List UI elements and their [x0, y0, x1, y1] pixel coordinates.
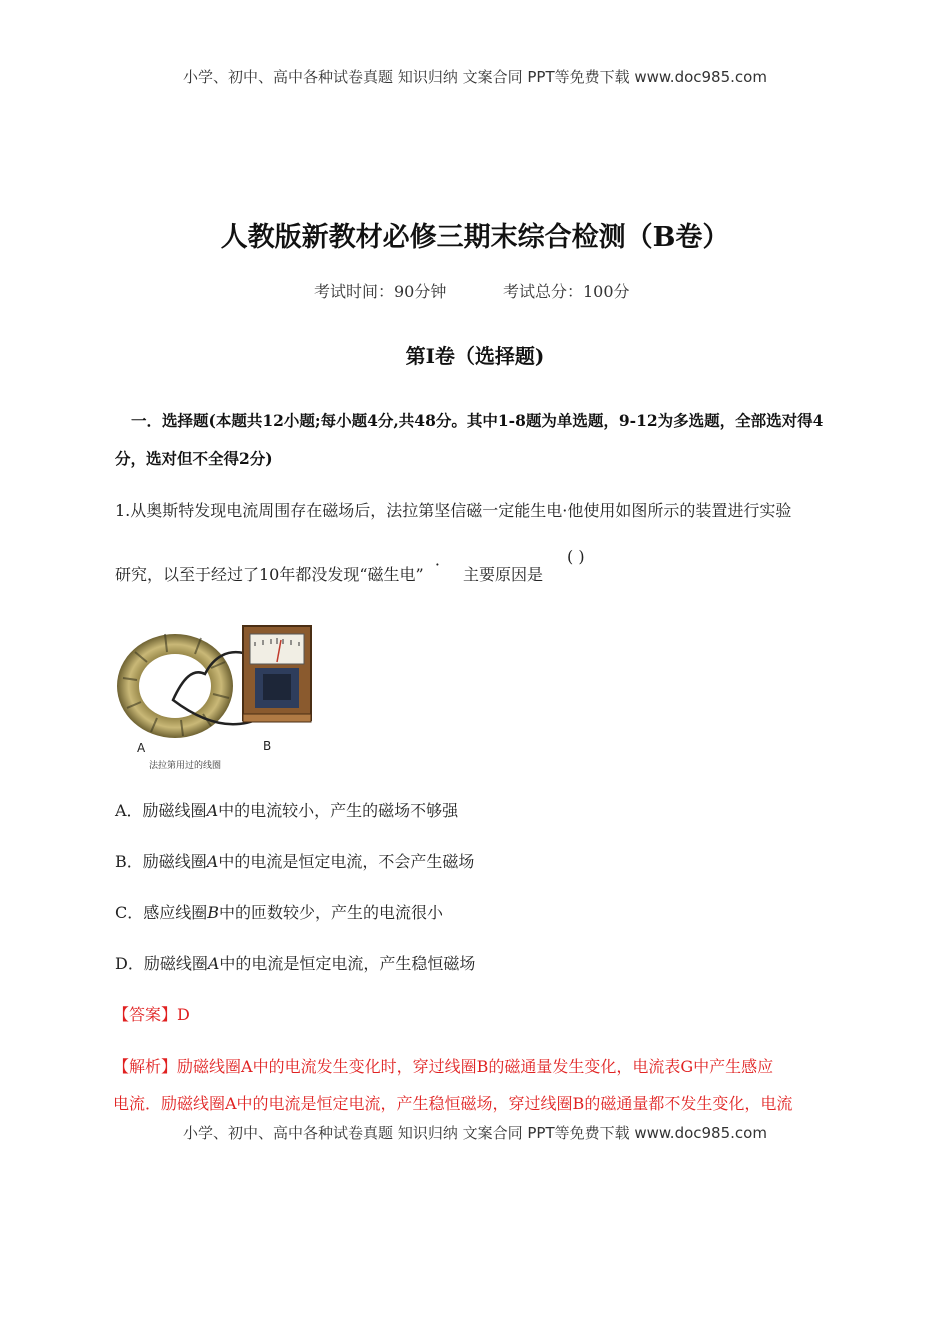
answer-value: D [177, 1005, 190, 1024]
faraday-coil-illustration [113, 618, 328, 776]
analysis-label: 【解析】 [113, 1057, 178, 1076]
option-a-prefix: A．励磁线圈 [115, 801, 207, 820]
question-dot: · [434, 555, 440, 574]
question-line-2-text: 研究，以至于经过了10年都没发现“磁生电” [115, 565, 424, 584]
answer [113, 1002, 190, 1025]
option-d [115, 951, 475, 974]
option-a-var: A [206, 801, 219, 820]
label-a: A [137, 741, 146, 755]
analysis-line-1 [113, 1054, 773, 1077]
option-d-text: 中的电流是恒定电流，产生稳恒磁场 [219, 954, 476, 973]
faraday-coil-figure [113, 618, 328, 776]
instructions [115, 402, 845, 478]
figure-caption: 法拉第用过的线圈 [149, 761, 222, 771]
galvanometer-core [263, 674, 291, 700]
analysis-line-2: 电流．励磁线圈A中的电流是恒定电流，产生稳恒磁场，穿过线圈B的磁通量都不发生变化，电流 [113, 1094, 793, 1113]
label-b: B [263, 739, 272, 753]
exam-score: 考试总分：100分 [503, 282, 630, 301]
page-title: 人教版新教材必修三期末综合检测（B卷） [220, 222, 730, 253]
option-c [115, 900, 443, 923]
option-c-prefix: C．感应线圈 [115, 903, 208, 922]
coil-a-hole [139, 654, 211, 718]
question-line-1: 1.从奥斯特发现电流周围存在磁场后，法拉第坚信磁一定能生电·他使用如图所示的装置进行实验 [115, 501, 792, 520]
instructions-text: 一．选择题(本题共12小题;每小题4分,共48分。其中1-8题为单选题，9-12为多选题，全部选对得4分，选对但不全得2分) [115, 411, 824, 468]
option-d-prefix: D．励磁线圈 [115, 954, 208, 973]
option-b-prefix: B．励磁线圈 [115, 852, 207, 871]
option-a-text: 中的电流较小，产生的磁场不够强 [218, 801, 459, 820]
option-b [115, 849, 474, 872]
exam-time: 考试时间：90分钟 [314, 282, 447, 301]
question-line-2-tail: 主要原因是 [463, 565, 544, 584]
galvanometer-base [243, 714, 311, 722]
option-b-var: A [206, 852, 219, 871]
section-title: 第I卷（选择题) [405, 344, 545, 368]
question-line-2 [115, 555, 544, 585]
option-a [115, 798, 458, 821]
option-b-text: 中的电流是恒定电流，不会产生磁场 [218, 852, 475, 871]
option-c-text: 中的匝数较少，产生的电流很小 [219, 903, 444, 922]
answer-bracket: ( ) [567, 547, 585, 566]
footer-banner: 小学、初中、高中各种试卷真题 知识归纳 文案合同 PPT等免费下载 www.doc985.com [183, 1124, 767, 1142]
option-c-var: B [207, 903, 220, 922]
analysis-text-1: 励磁线圈A中的电流发生变化时，穿过线圈B的磁通量发生变化，电流表G中产生感应 [177, 1057, 774, 1076]
option-d-var: A [207, 954, 220, 973]
answer-label: 【答案】 [113, 1005, 178, 1024]
header-banner: 小学、初中、高中各种试卷真题 知识归纳 文案合同 PPT等免费下载 www.doc985.com [183, 68, 767, 86]
